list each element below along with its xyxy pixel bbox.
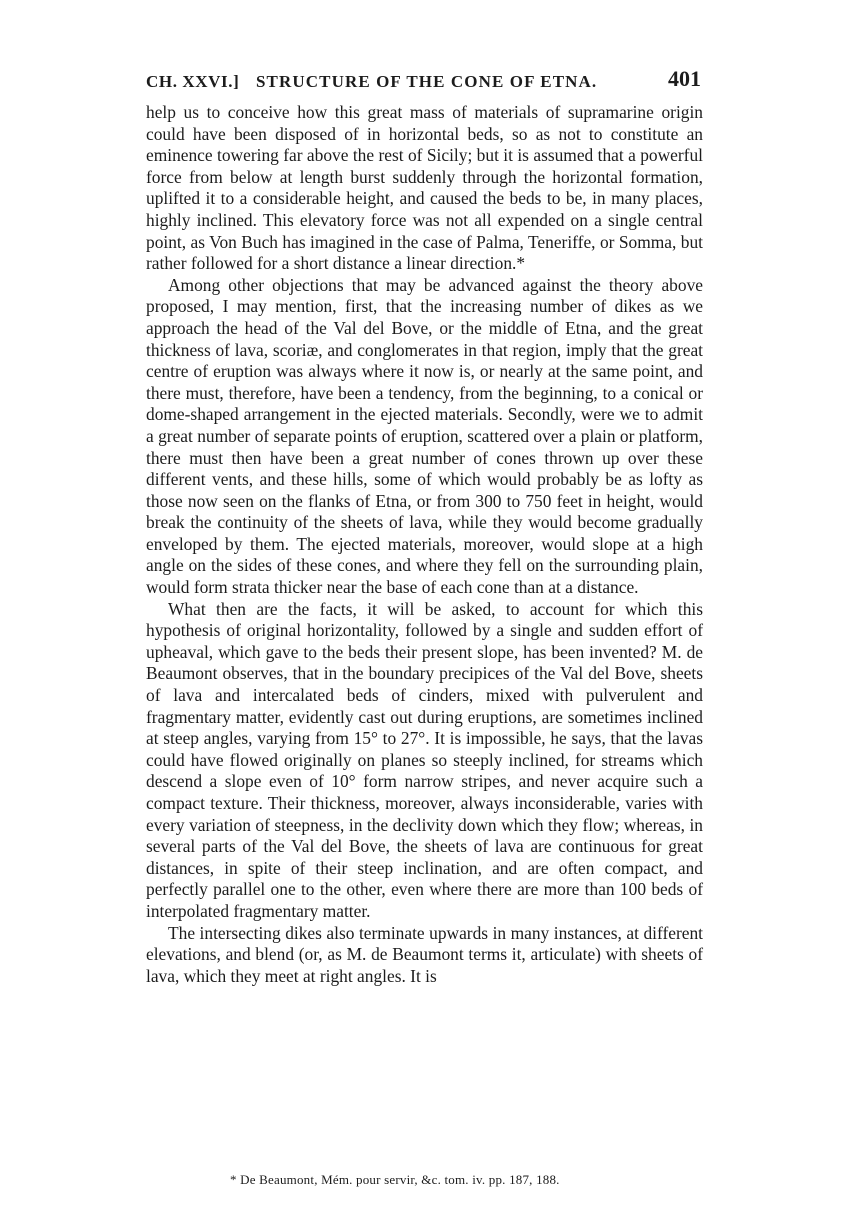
paragraph-facts: What then are the facts, it will be asked, to account for which this hypothesis of original horizontality, followed by a single and sudden effort of upheaval, which gave to the beds their present slope, has been invented? M. de Beaumont observes, that in the boundary precipices of the Val del Bove, sheets of lava and intercalated beds of cinders, mixed with pulverulent and fragmentary matter, evidently cast out during eruptions, are sometimes inclined at steep angles, varying from 15° to 27°. It is impossible, he says, that the lavas could have flowed originally on planes so steeply inclined, for streams which descend a slope even of 10° form narrow stripes, and never acquire such a compact texture. Their thickness, moreover, always inconsiderable, varies with every variation of steepness, in the declivity down which they flow; whereas, in several parts of the Val del Bove, the sheets of lava are continuous for great distances, in spite of their steep inclination, and are often compact, and perfectly parallel one to the other, even where there are more than 100 beds of interpolated fragmentary matter.: [146, 598, 703, 921]
book-page: [146, 66, 703, 987]
paragraph-dikes: The intersecting dikes also terminate upwards in many instances, at different elevations, and blend (or, as M. de Beaumont terms it, articulate) with sheets of lava, which they meet at right angles. It is: [146, 922, 703, 986]
page-number: 401: [668, 66, 701, 91]
footnote: * De Beaumont, Mém. pour servir, &c. tom. iv. pp. 187, 188.: [230, 1172, 560, 1187]
paragraph-continued: help us to conceive how this great mass of materials of supramarine origin could have been disposed of in horizontal beds, so as not to constitute an eminence towering far above the rest of Sicily; but it is assumed that a powerful force from below at length burst suddenly through the horizontal formation, uplifted it to a considerable height, and caused the beds to be, in many places, highly inclined. This elevatory force was not all expended on a single central point, as Von Buch has imagined in the case of Palma, Teneriffe, or Somma, but rather followed for a short distance a linear direction.*: [146, 102, 703, 274]
running-head: [146, 66, 703, 96]
running-title: STRUCTURE OF THE CONE OF ETNA.: [256, 72, 598, 91]
chapter-label: CH. XXVI.]: [146, 72, 240, 91]
body-text: [146, 102, 703, 987]
paragraph-objections: Among other objections that may be advanced against the theory above proposed, I may mention, first, that the increasing number of dikes as we approach the head of the Val del Bove, or the middle of Etna, and the great thickness of lava, scoriæ, and conglomerates in that region, imply that the great centre of eruption was always where it now is, or nearly at the same point, and there must, therefore, have been a tendency, from the beginning, to a conical or dome-shaped arrangement in the ejected materials. Secondly, were we to admit a great number of separate points of eruption, scattered over a plain or platform, there must then have been a great number of cones thrown up over these different vents, and these hills, some of which would probably be as lofty as those now seen on the flanks of Etna, or from 300 to 750 feet in height, would break the continuity of the sheets of lava, while they would become gradually enveloped by them. The ejected materials, moreover, would slope at a high angle on the sides of these cones, and where they fell on the surrounding plain, would form strata thicker near the base of each cone than at a distance.: [146, 274, 703, 598]
